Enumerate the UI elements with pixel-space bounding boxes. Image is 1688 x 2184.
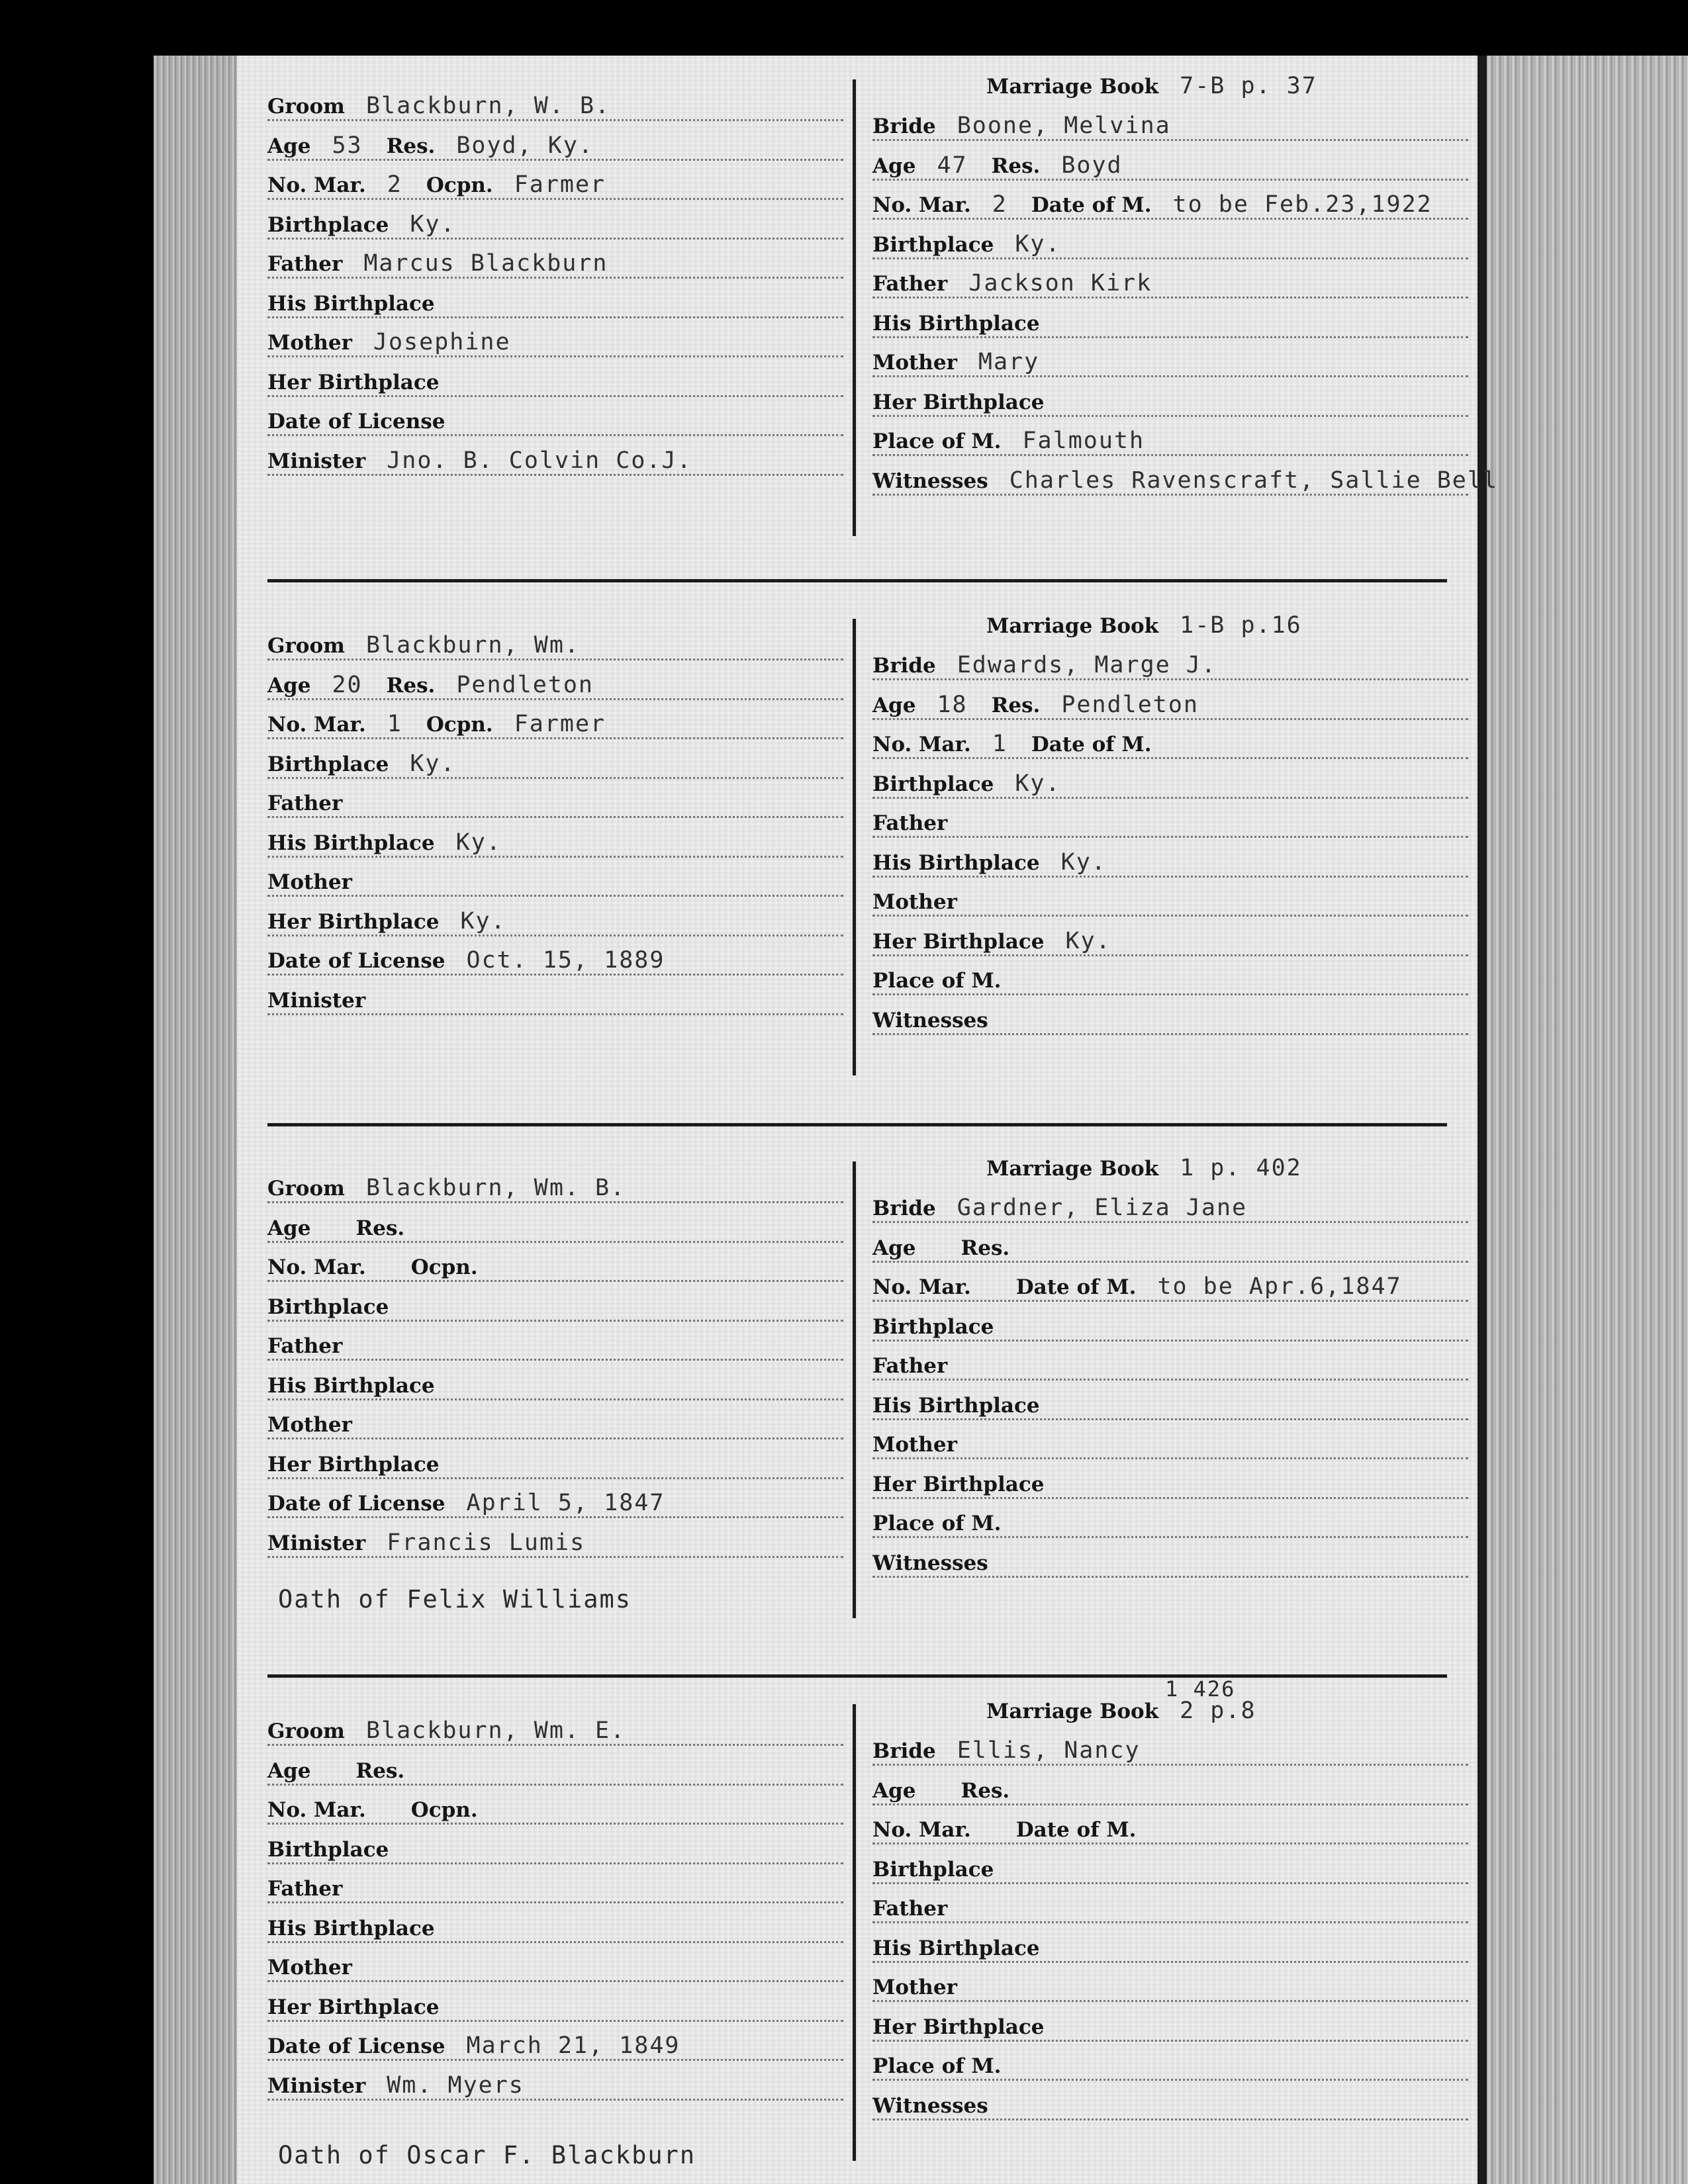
bride-age-value: 18 xyxy=(937,691,968,718)
ocpn-value: Farmer xyxy=(514,171,606,198)
form-row xyxy=(872,388,1468,417)
bride-her-birthplace-label: Her Birthplace xyxy=(872,390,1045,414)
bride-father-label: Father xyxy=(872,811,948,835)
witnesses-label: Witnesses xyxy=(872,1551,988,1575)
form-row xyxy=(267,829,843,858)
form-row xyxy=(267,290,843,318)
form-row xyxy=(872,191,1468,220)
bride-birthplace-label: Birthplace xyxy=(872,232,994,257)
groom-label: Groom xyxy=(267,1177,345,1201)
form-row xyxy=(267,1490,843,1518)
minister-label: Minister xyxy=(267,988,366,1013)
marriage-book-label: Marriage Book xyxy=(986,1157,1159,1181)
form-row xyxy=(267,751,843,779)
bride-res-label: Res. xyxy=(961,1236,1010,1260)
his-birthplace-label: His Birthplace xyxy=(267,831,435,855)
form-row xyxy=(872,1934,1468,1963)
date-of-m-label: Date of M. xyxy=(1015,1275,1137,1299)
birthplace-value: Ky. xyxy=(410,210,456,238)
date-of-license-label: Date of License xyxy=(267,2034,445,2058)
form-row xyxy=(267,93,843,121)
form-row xyxy=(872,1313,1468,1342)
his-birthplace-label: His Birthplace xyxy=(267,1916,435,1940)
form-row xyxy=(872,310,1468,338)
form-row xyxy=(267,1293,843,1322)
date-of-license-value: March 21, 1849 xyxy=(466,2032,680,2059)
groom-label: Groom xyxy=(267,1719,345,1743)
birthplace-value: Ky. xyxy=(410,750,456,777)
res-value: Boyd, Ky. xyxy=(456,132,594,159)
form-row xyxy=(872,1431,1468,1459)
her-birthplace-value: Ky. xyxy=(460,907,506,934)
bride-res-label: Res. xyxy=(961,1778,1010,1803)
bride-no-mar-label: No. Mar. xyxy=(872,193,971,217)
date-of-license-value: April 5, 1847 xyxy=(466,1490,665,1516)
minister-value: Jno. B. Colvin Co.J. xyxy=(387,447,692,474)
no-mar-label: No. Mar. xyxy=(267,1255,366,1279)
ocpn-label: Ocpn. xyxy=(410,1798,478,1822)
form-row xyxy=(267,250,843,279)
mother-value: Josephine xyxy=(373,329,511,355)
ocpn-label: Ocpn. xyxy=(410,1255,478,1279)
record-column-divider xyxy=(853,79,856,536)
form-row xyxy=(267,369,843,397)
res-label: Res. xyxy=(386,134,436,158)
marriage-book-value: 1 p. 402 xyxy=(1180,1155,1302,1181)
form-row xyxy=(267,329,843,357)
no-mar-value: 1 xyxy=(387,711,402,737)
form-row xyxy=(267,1796,843,1825)
form-row xyxy=(872,1777,1468,1805)
bride-label: Bride xyxy=(872,1739,936,1763)
marriage-book-line xyxy=(986,612,1302,639)
marriage-book-label: Marriage Book xyxy=(986,75,1159,99)
form-row xyxy=(872,1895,1468,1923)
form-row xyxy=(872,1510,1468,1538)
form-row xyxy=(872,2013,1468,2042)
form-row xyxy=(267,1757,843,1786)
bride-mother-label: Mother xyxy=(872,351,957,375)
res-label: Res. xyxy=(386,673,436,698)
birthplace-label: Birthplace xyxy=(267,212,389,237)
mother-label: Mother xyxy=(267,331,352,355)
no-mar-label: No. Mar. xyxy=(267,173,366,197)
form-row xyxy=(872,113,1468,141)
bride-his-birthplace-label: His Birthplace xyxy=(872,311,1040,336)
mother-label: Mother xyxy=(267,870,352,894)
form-row xyxy=(872,1856,1468,1884)
minister-value: Wm. Myers xyxy=(387,2071,524,2099)
form-row xyxy=(267,2032,843,2061)
place-of-m-label: Place of M. xyxy=(872,2054,1002,2078)
age-label: Age xyxy=(267,134,311,158)
form-row xyxy=(267,1451,843,1479)
date-of-m-value: to be Feb.23,1922 xyxy=(1172,191,1432,218)
form-row xyxy=(872,1234,1468,1263)
date-of-license-label: Date of License xyxy=(267,949,445,973)
form-row xyxy=(872,1273,1468,1302)
record-column-divider xyxy=(853,1161,856,1618)
bride-age-label: Age xyxy=(872,1236,916,1260)
date-of-m-label: Date of M. xyxy=(1015,1818,1137,1842)
form-row xyxy=(267,1411,843,1439)
ocpn-value: Farmer xyxy=(514,711,606,737)
his-birthplace-label: His Birthplace xyxy=(267,1373,435,1398)
form-row xyxy=(872,231,1468,259)
marriage-book-line xyxy=(986,73,1317,99)
ocpn-label: Ocpn. xyxy=(426,713,493,737)
father-value: Marcus Blackburn xyxy=(363,250,608,277)
groom-value: Blackburn, W. B. xyxy=(365,93,611,119)
form-row xyxy=(267,2072,843,2101)
bride-his-birthplace-label: His Birthplace xyxy=(872,850,1040,875)
place-of-m-label: Place of M. xyxy=(872,1512,1002,1535)
bride-value: Ellis, Nancy xyxy=(957,1737,1141,1764)
minister-value: Francis Lumis xyxy=(387,1529,586,1556)
her-birthplace-label: Her Birthplace xyxy=(267,1995,440,2019)
form-row xyxy=(872,467,1499,496)
witnesses-label: Witnesses xyxy=(872,2093,988,2118)
bride-father-label: Father xyxy=(872,1897,948,1921)
age-value: 20 xyxy=(332,671,363,698)
marriage-book-line xyxy=(986,1155,1302,1181)
groom-value: Blackburn, Wm. E. xyxy=(365,1717,626,1744)
form-row xyxy=(872,967,1468,995)
date-of-license-value: Oct. 15, 1889 xyxy=(466,947,665,974)
form-row xyxy=(872,2052,1468,2081)
age-label: Age xyxy=(267,1216,311,1240)
form-row xyxy=(267,711,843,739)
bride-age-label: Age xyxy=(872,1778,916,1803)
groom-value: Blackburn, Wm. B. xyxy=(365,1175,626,1201)
ocpn-label: Ocpn. xyxy=(426,173,493,197)
bride-father-value: Jackson Kirk xyxy=(968,270,1152,296)
form-row xyxy=(872,1816,1468,1844)
bride-no-mar-label: No. Mar. xyxy=(872,733,971,756)
father-label: Father xyxy=(267,792,343,815)
marriage-book-value: 1-B p.16 xyxy=(1180,612,1302,639)
form-row xyxy=(267,987,843,1015)
bride-birthplace-label: Birthplace xyxy=(872,1857,994,1882)
groom-label: Groom xyxy=(267,634,345,658)
form-row xyxy=(872,1392,1468,1420)
bride-her-birthplace-label: Her Birthplace xyxy=(872,929,1045,954)
form-row xyxy=(267,632,843,660)
form-row xyxy=(267,672,843,700)
marriage-book-label: Marriage Book xyxy=(986,614,1159,638)
form-row xyxy=(267,790,843,818)
res-label: Res. xyxy=(355,1216,405,1240)
her-birthplace-label: Her Birthplace xyxy=(267,1452,440,1477)
bride-res-label: Res. xyxy=(991,154,1041,178)
father-label: Father xyxy=(267,1334,343,1358)
witnesses-label: Witnesses xyxy=(872,1008,988,1032)
bride-age-label: Age xyxy=(872,154,916,178)
record-note: Oath of Oscar F. Blackburn xyxy=(278,2141,696,2169)
marriage-book-value: 7-B p. 37 xyxy=(1180,73,1317,99)
place-of-m-label: Place of M. xyxy=(872,969,1002,993)
bride-value: Gardner, Eliza Jane xyxy=(957,1195,1248,1221)
form-row xyxy=(872,652,1468,680)
form-row xyxy=(872,270,1468,298)
her-birthplace-label: Her Birthplace xyxy=(267,370,440,394)
form-row xyxy=(872,2092,1468,2120)
marriage-book-above: 1 426 xyxy=(1165,1676,1236,1702)
marriage-book-value: 2 p.8 xyxy=(1180,1698,1256,1724)
bride-father-label: Father xyxy=(872,1354,948,1378)
bride-mother-label: Mother xyxy=(872,890,957,914)
form-row xyxy=(872,1471,1468,1499)
minister-label: Minister xyxy=(267,2073,366,2098)
bride-label: Bride xyxy=(872,654,936,678)
form-row xyxy=(872,349,1468,377)
form-row xyxy=(267,1529,843,1558)
form-row xyxy=(267,447,843,476)
form-row xyxy=(872,152,1468,181)
form-row xyxy=(872,1352,1468,1381)
form-row xyxy=(267,1717,843,1746)
bride-his-birthplace-label: His Birthplace xyxy=(872,1936,1040,1960)
father-label: Father xyxy=(267,1877,343,1901)
birthplace-label: Birthplace xyxy=(267,1295,389,1319)
bride-mother-value: Mary xyxy=(978,349,1040,375)
no-mar-label: No. Mar. xyxy=(267,1798,366,1822)
scan-border-right xyxy=(1487,56,1688,2184)
bride-his-birthplace-label: His Birthplace xyxy=(872,1393,1040,1418)
res-label: Res. xyxy=(355,1758,405,1783)
bride-label: Bride xyxy=(872,1197,936,1220)
form-row xyxy=(872,809,1468,838)
place-of-m-value: Falmouth xyxy=(1022,428,1145,454)
bride-value: Edwards, Marge J. xyxy=(957,652,1217,678)
no-mar-value: 2 xyxy=(387,171,402,198)
bride-birthplace-label: Birthplace xyxy=(872,1314,994,1339)
date-of-m-label: Date of M. xyxy=(1031,733,1152,756)
date-of-license-label: Date of License xyxy=(267,410,445,433)
form-row xyxy=(267,1175,843,1203)
mother-label: Mother xyxy=(267,1956,352,1979)
form-row xyxy=(872,692,1468,720)
form-row xyxy=(872,428,1468,456)
form-row xyxy=(267,1915,843,1943)
no-mar-label: No. Mar. xyxy=(267,713,366,737)
bride-her-birthplace-label: Her Birthplace xyxy=(872,2015,1045,2039)
place-of-m-label: Place of M. xyxy=(872,430,1002,453)
birthplace-label: Birthplace xyxy=(267,1837,389,1862)
form-row xyxy=(267,211,843,240)
form-row xyxy=(872,770,1468,799)
bride-age-label: Age xyxy=(872,693,916,717)
form-row xyxy=(267,1875,843,1903)
groom-label: Groom xyxy=(267,95,345,118)
record-column-divider xyxy=(853,1704,856,2161)
form-row xyxy=(872,1737,1468,1766)
witnesses-value: Charles Ravenscraft, Sallie Bell xyxy=(1009,467,1499,494)
scan-border-left xyxy=(154,56,238,2184)
bride-no-mar-value: 1 xyxy=(992,731,1008,757)
bride-res-label: Res. xyxy=(991,693,1041,717)
groom-value: Blackburn, Wm. xyxy=(365,632,580,659)
his-birthplace-label: His Birthplace xyxy=(267,291,435,316)
age-label: Age xyxy=(267,673,311,698)
form-row xyxy=(267,1214,843,1243)
form-row xyxy=(267,947,843,976)
bride-no-mar-value: 2 xyxy=(992,191,1008,218)
bride-no-mar-label: No. Mar. xyxy=(872,1818,971,1842)
bride-no-mar-label: No. Mar. xyxy=(872,1275,971,1299)
form-row xyxy=(267,1253,843,1282)
her-birthplace-label: Her Birthplace xyxy=(267,909,440,934)
bride-father-label: Father xyxy=(872,272,948,296)
marriage-book-line xyxy=(986,1698,1256,1724)
form-row xyxy=(872,1974,1468,2002)
date-of-license-label: Date of License xyxy=(267,1492,445,1516)
bride-mother-label: Mother xyxy=(872,1976,957,1999)
form-row xyxy=(872,849,1468,878)
minister-label: Minister xyxy=(267,1531,366,1555)
form-row xyxy=(267,908,843,936)
form-row xyxy=(872,731,1468,759)
bride-label: Bride xyxy=(872,114,936,138)
his-birthplace-value: Ky. xyxy=(455,829,502,856)
bride-birthplace-value: Ky. xyxy=(1015,230,1061,257)
form-row xyxy=(872,928,1468,956)
bride-birthplace-value: Ky. xyxy=(1015,770,1061,797)
witnesses-label: Witnesses xyxy=(872,469,988,493)
form-row xyxy=(267,1954,843,1982)
bride-mother-label: Mother xyxy=(872,1433,957,1457)
form-row xyxy=(267,868,843,897)
date-of-m-label: Date of M. xyxy=(1031,193,1152,217)
form-row xyxy=(267,1993,843,2022)
bride-res-value: Pendleton xyxy=(1061,691,1199,718)
form-row xyxy=(872,1195,1468,1223)
date-of-m-value: to be Apr.6,1847 xyxy=(1157,1273,1402,1300)
form-row xyxy=(267,1836,843,1864)
father-label: Father xyxy=(267,252,343,276)
bride-birthplace-label: Birthplace xyxy=(872,772,994,796)
form-row xyxy=(267,1372,843,1400)
record-column-divider xyxy=(853,619,856,1075)
bride-her-birthplace-value: Ky. xyxy=(1065,927,1111,954)
mother-label: Mother xyxy=(267,1413,352,1437)
form-row xyxy=(267,408,843,436)
bride-his-birthplace-value: Ky. xyxy=(1060,848,1107,876)
record-separator xyxy=(267,579,1447,582)
bride-res-value: Boyd xyxy=(1061,152,1123,179)
record-separator xyxy=(267,1123,1447,1126)
res-value: Pendleton xyxy=(456,671,594,698)
form-row xyxy=(267,1332,843,1361)
marriage-book-label: Marriage Book xyxy=(986,1700,1159,1723)
scan-rail xyxy=(1477,56,1487,2184)
bride-her-birthplace-label: Her Birthplace xyxy=(872,1472,1045,1496)
bride-age-value: 47 xyxy=(937,152,968,179)
form-row xyxy=(267,171,843,200)
form-row xyxy=(872,888,1468,917)
age-label: Age xyxy=(267,1758,311,1783)
age-value: 53 xyxy=(332,132,363,159)
form-row xyxy=(872,1007,1468,1035)
minister-label: Minister xyxy=(267,449,366,473)
bride-value: Boone, Melvina xyxy=(957,113,1171,139)
record-note: Oath of Felix Williams xyxy=(278,1585,632,1614)
form-row xyxy=(267,132,843,161)
form-row xyxy=(872,1549,1468,1578)
record-separator xyxy=(267,1674,1447,1678)
birthplace-label: Birthplace xyxy=(267,752,389,776)
